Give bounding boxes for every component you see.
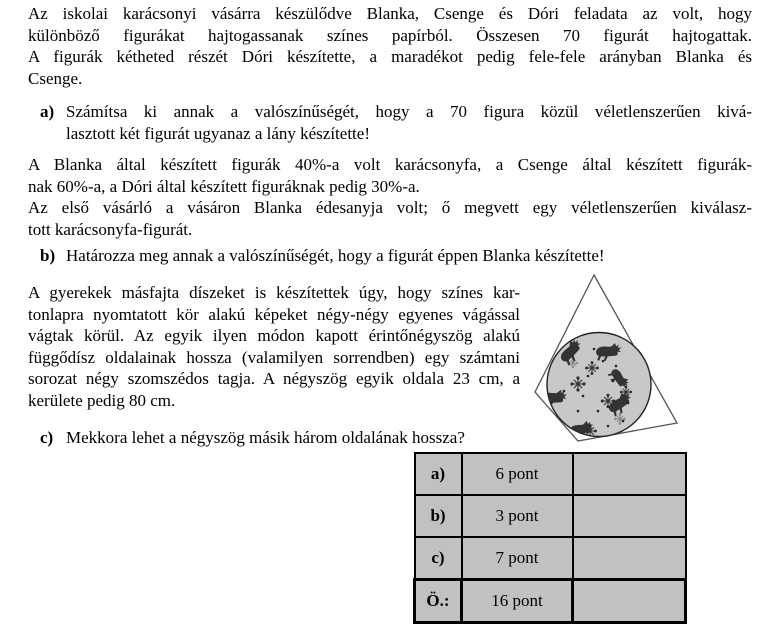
para3-line: függődísz oldalainak hossza (valamilyen sorrendben) egy számtani: [28, 347, 520, 367]
row-points: 3 pont: [462, 495, 573, 537]
table-row-a: [415, 453, 686, 495]
para3-line: tonlapra nyomtatott kör alakú képeket négy-négy egyenes vágással: [28, 304, 520, 324]
para2-line: tott karácsonyfa-figurát.: [28, 219, 193, 239]
row-label: a): [415, 453, 462, 495]
para2-line: nak 60%-a, a Dóri által készített figuráknak pedig 30%-a.: [28, 176, 420, 196]
paragraph-2: [28, 154, 752, 240]
row-label: c): [415, 537, 462, 580]
row-points: 16 pont: [462, 580, 573, 623]
table-row-b: [415, 495, 686, 537]
item-b-marker: b): [40, 246, 56, 265]
row-score-cell: [573, 453, 686, 495]
item-b-line: Határozza meg annak a valószínűségét, hogy a figurát éppen Blanka készítette!: [66, 246, 605, 265]
intro-line: Az iskolai karácsonyi vásárra készülődve Blanka, Csenge és Dóri feladata az volt, hogy: [28, 4, 752, 23]
intro-line: Csenge.: [28, 68, 83, 88]
row-label: Ö.:: [415, 580, 462, 623]
row-points: 6 pont: [462, 453, 573, 495]
ornament-figure: [528, 271, 692, 449]
para3-line: vágtak körül. Az egyik ilyen módon kapott érintőnégyszög alakú: [28, 326, 520, 345]
item-a-line: Számítsa ki annak a valószínűségét, hogy a 70 figura közül véletlenszerűen kivá-: [66, 102, 752, 121]
para2-line: A Blanka által készített figurák 40%-a volt karácsonyfa, a Csenge által készített figurák-: [28, 155, 752, 174]
intro-line: A figurák kétheted részét Dóri készítette, a maradékot pedig fele-fele arányban Blanka és: [28, 47, 752, 66]
paragraph-3: [28, 282, 520, 411]
row-score-cell: [573, 495, 686, 537]
item-c-line: Mekkora lehet a négyszög másik három oldalának hossza?: [66, 428, 465, 447]
row-score-cell: [573, 580, 686, 623]
intro-paragraph: [28, 3, 752, 89]
table-row-c: [415, 537, 686, 580]
intro-line: különböző figurákat hajtogassanak színes papírból. Összesen 70 figurát hajtogattak.: [28, 25, 752, 45]
row-points: 7 pont: [462, 537, 573, 580]
table-row-total: [415, 580, 686, 623]
para2-line: Az első vásárló a vásáron Blanka édesanyja volt; ő megvett egy véletlenszerűen kiválasz-: [28, 198, 752, 217]
item-a-line: lasztott két figurát ugyanaz a lány készítette!: [66, 123, 370, 143]
score-table: [413, 452, 687, 624]
para3-line: kerülete pedig 80 cm.: [28, 390, 176, 410]
item-a-marker: a): [40, 102, 55, 121]
item-c-text: [66, 427, 752, 449]
para3-line: sorozat négy szomszédos tagja. A négyszög egyik oldala 23 cm, a: [28, 369, 520, 388]
para3-line: A gyerekek másfajta díszeket is készítettek úgy, hogy színes kar-: [28, 283, 520, 302]
row-score-cell: [573, 537, 686, 580]
row-label: b): [415, 495, 462, 537]
item-c-marker: c): [40, 428, 54, 447]
item-a-text: [66, 101, 752, 144]
item-b-text: [66, 245, 752, 267]
